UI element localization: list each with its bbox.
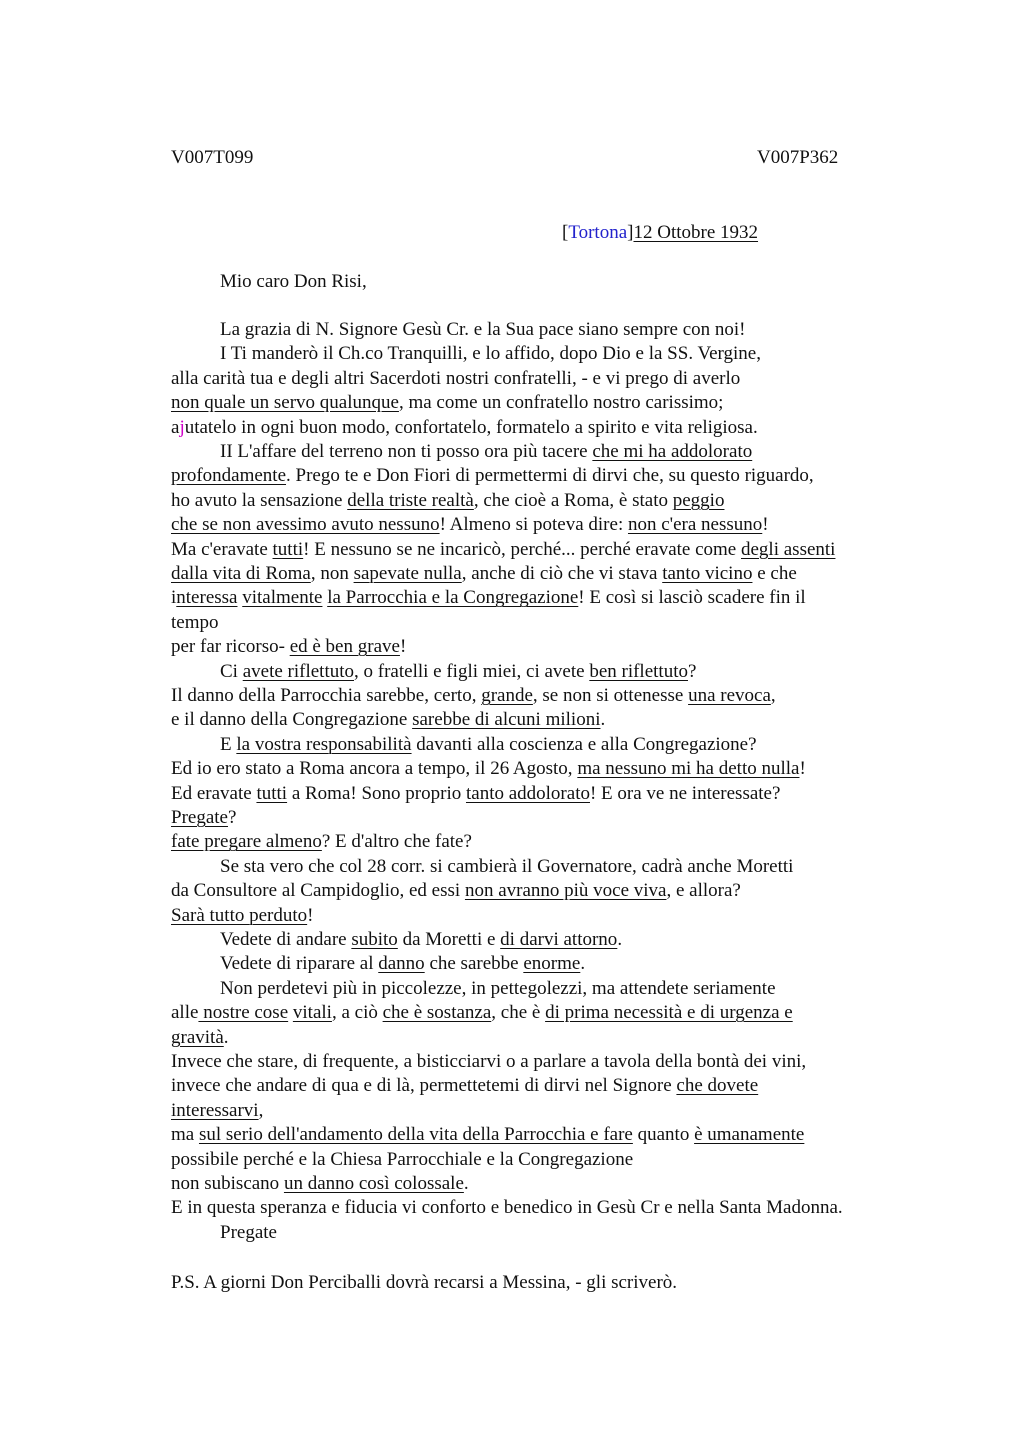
underlined-text: fate pregare almeno: [171, 831, 322, 853]
postscript: P.S. A giorni Don Perciballi dovrà recarsi a Messina, - gli scriverò.: [171, 1272, 678, 1293]
underlined-text: interessarvi: [171, 1099, 259, 1121]
underlined-text: nostre cose: [198, 1002, 289, 1024]
line-text: Il danno della Parrocchia sarebbe, certo,: [171, 685, 482, 706]
line-text: .: [600, 709, 606, 731]
line-text: da Moretti e: [397, 929, 501, 950]
line-text: .: [463, 1173, 469, 1194]
underlined-text: che se non avessimo avuto nessuno: [171, 514, 440, 536]
line-text: !: [762, 514, 769, 536]
underlined-text: un danno così colossale: [283, 1173, 464, 1194]
line-text: .: [617, 929, 623, 950]
letter-line: [171, 684, 776, 708]
letter-line: [171, 611, 219, 635]
line-text: ? E d'altro che fate?: [321, 831, 472, 853]
line-text: ! E così si lasciò scadere fin il: [578, 587, 806, 609]
letter-line: [171, 513, 769, 537]
underlined-text: una revoca: [688, 685, 771, 706]
letter-line: [220, 928, 622, 952]
letter-line: [171, 1001, 793, 1025]
line-text: ! E nessuno se ne incaricò, perché... perché eravate come: [303, 538, 741, 560]
letter-line: [171, 1074, 758, 1098]
line-text: per far ricorso-: [171, 636, 290, 658]
underlined-text: subito: [351, 929, 398, 950]
underlined-text: nteressa: [176, 587, 238, 609]
letter-line: [171, 416, 758, 440]
line-text: E in questa speranza e fiducia vi conforto e benedico in Gesù Cr e nella Santa Madonna.: [171, 1197, 843, 1219]
underlined-text: degli assenti: [741, 538, 836, 560]
line-text: , che è: [491, 1002, 546, 1024]
letter-line: [171, 830, 472, 854]
line-text: .: [223, 1026, 229, 1048]
letter-line: [220, 318, 746, 342]
line-text: ! Almeno si poteva dire:: [439, 514, 628, 536]
letter-line: [171, 1123, 804, 1147]
underlined-text: non quale un servo qualunque: [171, 392, 399, 414]
line-text: quanto: [632, 1124, 695, 1146]
letter-line: [171, 367, 740, 391]
line-text: ho avuto la sensazione: [171, 489, 348, 511]
line-text: i: [171, 587, 177, 609]
letter-line: [220, 660, 696, 684]
underlined-text: tanto addolorato: [465, 782, 590, 804]
letter-line: [171, 538, 835, 562]
underlined-text: gravità: [171, 1026, 224, 1048]
letter-line: [220, 440, 752, 464]
underlined-text: Sarà tutto perduto: [171, 904, 308, 926]
letter-line: [171, 757, 806, 781]
document-code-left: V007T099: [171, 147, 254, 168]
underlined-text: sapevate nulla: [353, 563, 462, 584]
line-text: !: [307, 904, 314, 926]
bracket-open: [: [562, 222, 569, 243]
underlined-text: ma nessuno mi ha detto nulla: [577, 758, 800, 780]
underlined-text: Pregate: [171, 807, 228, 828]
letter-line: [171, 586, 806, 610]
underlined-text: che è sostanza: [382, 1002, 492, 1024]
line-text: j: [179, 416, 185, 438]
line-text: Invece che stare, di frequente, a bisticciarvi o a parlare a tavola della bontà dei vini,: [171, 1051, 807, 1072]
letter-line: [220, 952, 585, 976]
underlined-text: sul serio dell'andamento della vita della Parrocchia e fare: [198, 1124, 633, 1146]
line-text: , ma come un confratello nostro carissimo;: [398, 392, 724, 414]
underlined-text: tanto vicino: [662, 563, 753, 584]
underlined-text: ben riflettuto: [589, 660, 688, 682]
letter-line: [220, 733, 757, 757]
underlined-text: avete riflettuto: [242, 660, 355, 682]
underlined-text: enorme: [523, 953, 581, 975]
line-text: . Prego te e Don Fiori di permettermi di dirvi che, su questo riguardo,: [286, 465, 814, 487]
line-text: ?: [227, 807, 237, 828]
salutation: Mio caro Don Risi,: [220, 271, 367, 292]
underlined-text: grande: [481, 685, 533, 706]
letter-line: [171, 1099, 263, 1123]
letter-line: [171, 562, 797, 586]
underlined-text: sarebbe di alcuni milioni: [412, 709, 601, 731]
letter-line: [171, 391, 723, 415]
letter-line: [220, 1221, 277, 1245]
underlined-text: danno: [378, 953, 425, 975]
line-text: !: [799, 758, 806, 780]
line-text: a: [171, 416, 180, 438]
line-text: e il danno della Congregazione: [171, 709, 413, 731]
line-text: Ci: [220, 660, 243, 682]
line-text: non subiscano: [171, 1173, 284, 1194]
underlined-text: la vostra responsabilità: [236, 733, 412, 755]
line-text: Vedete di andare: [220, 929, 352, 950]
letter-line: [171, 879, 741, 903]
line-text: invece che andare di qua e di là, permettetemi di dirvi nel Signore: [171, 1075, 677, 1097]
line-text: da Consultore al Campidoglio, ed essi: [171, 880, 465, 902]
underlined-text: di prima necessità e di urgenza e: [545, 1002, 793, 1024]
letter-line: [171, 1026, 229, 1050]
letter-line: [171, 708, 605, 732]
line-text: che sarebbe: [424, 953, 524, 975]
letter-line: [171, 1196, 843, 1220]
line-text: , a ciò: [331, 1002, 383, 1024]
line-text: I Ti manderò il Ch.co Tranquilli, e lo affido, dopo Dio e la SS. Vergine,: [220, 343, 761, 365]
line-text: , non: [310, 563, 354, 584]
line-text: alla carità tua e degli altri Sacerdoti nostri confratelli, - e vi prego di averlo: [171, 367, 741, 389]
letter-line: [171, 635, 406, 659]
letter-line: [220, 855, 793, 879]
letter-line: [171, 464, 814, 488]
line-text: ma: [171, 1124, 199, 1146]
line-text: a Roma! Sono proprio: [287, 782, 466, 804]
underlined-text: è umanamente: [694, 1124, 805, 1146]
line-text: tempo: [171, 611, 219, 633]
letter-line: [171, 1050, 806, 1074]
underlined-text: che mi ha addolorato: [592, 441, 753, 462]
line-text: Ed eravate: [171, 782, 257, 804]
letter-line: [220, 342, 761, 366]
line-text: Ma c'eravate: [171, 538, 273, 560]
letter-line: [171, 806, 236, 830]
line-text: , anche di ciò che vi stava: [461, 563, 663, 584]
letter-date: [562, 222, 758, 244]
line-text: utatelo in ogni buon modo, confortatelo, formatelo a spirito e vita religiosa.: [184, 416, 758, 438]
line-text: , e allora?: [666, 880, 741, 902]
underlined-text: vitali: [292, 1002, 332, 1024]
underlined-text: di darvi attorno: [500, 929, 618, 950]
line-text: La grazia di N. Signore Gesù Cr. e la Sua pace siano sempre con noi!: [220, 319, 746, 340]
line-text: possibile perché e la Chiesa Parrocchiale e la Congregazione: [171, 1148, 634, 1170]
line-text: Se sta vero che col 28 corr. si cambierà il Governatore, cadrà anche Moretti: [220, 855, 794, 877]
underlined-text: tutti: [272, 538, 304, 560]
letter-line: [171, 904, 313, 928]
line-text: Non perdetevi più in piccolezze, in pettegolezzi, ma attendete seriamente: [220, 977, 776, 999]
letter-line: [220, 977, 776, 1001]
line-text: E: [220, 733, 237, 755]
underlined-text: tutti: [256, 782, 288, 804]
line-text: II L'affare del terreno non ti posso ora più tacere: [220, 441, 593, 462]
line-text: Ed io ero stato a Roma ancora a tempo, il 26 Agosto,: [171, 758, 578, 780]
line-text: ,: [770, 685, 776, 706]
letter-line: [171, 489, 724, 513]
underlined-text: dalla vita di Roma: [171, 563, 311, 584]
underlined-text: profondamente: [171, 465, 287, 487]
underlined-text: non c'era nessuno: [627, 514, 763, 536]
line-text: !: [399, 636, 407, 658]
letter-line: [171, 1172, 469, 1196]
letter-line: [171, 1148, 633, 1172]
line-text: alle: [171, 1002, 199, 1024]
line-text: Vedete di riparare al: [220, 953, 379, 975]
line-text: ?: [687, 660, 697, 682]
line-text: davanti alla coscienza e alla Congregazione?: [411, 733, 757, 755]
underlined-text: non avranno più voce viva: [464, 880, 667, 902]
underlined-text: vitalmente: [242, 587, 323, 609]
underlined-text: peggio: [672, 489, 725, 511]
document-code-right: V007P362: [757, 147, 839, 168]
underlined-text: che dovete: [676, 1075, 759, 1097]
line-text: , che cioè a Roma, è stato: [473, 489, 673, 511]
underlined-text: ed è ben grave: [289, 636, 400, 658]
line-text: Pregate: [220, 1221, 277, 1243]
underlined-text: la Parrocchia e la Congregazione: [327, 587, 579, 609]
underlined-text: della triste realtà: [347, 489, 474, 511]
line-text: ,: [258, 1099, 264, 1121]
line-text: , o fratelli e figli miei, ci avete: [354, 660, 590, 682]
line-text: ! E ora ve ne interessate?: [589, 782, 781, 804]
bracket-close: ]: [627, 222, 634, 243]
line-text: , se non si ottenesse: [532, 685, 689, 706]
date-text: 12 Ottobre 1932: [633, 222, 759, 243]
line-text: e che: [752, 563, 797, 584]
letter-line: [171, 782, 780, 806]
place-name: Tortona: [568, 222, 628, 243]
line-text: .: [580, 953, 586, 975]
